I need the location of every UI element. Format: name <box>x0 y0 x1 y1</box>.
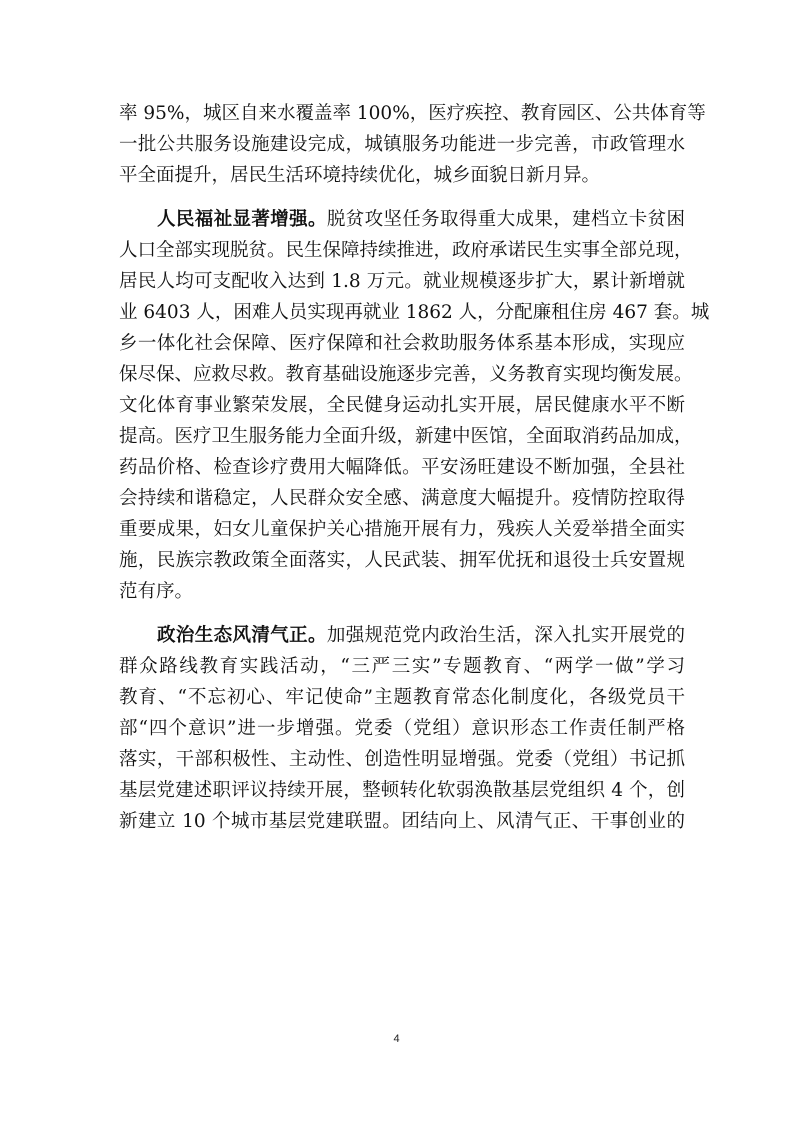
text-line: 居民人均可支配收入达到 1.8 万元。就业规模逐步扩大，累计新增就 <box>119 271 685 292</box>
paragraph-heading: 人民福祉显著增强。 <box>157 209 327 230</box>
text-line: 教育、“不忘初心、牢记使命”主题教育常态化制度化，各级党员干 <box>119 687 685 708</box>
paragraph-political-ecology <box>119 620 685 837</box>
text-line: 乡一体化社会保障、医疗保障和社会救助服务体系基本形成，实现应 <box>119 333 685 354</box>
text-line: 业 6403 人，困难人员实现再就业 1862 人，分配廉租住房 467 套。城 <box>119 302 710 323</box>
text-line: 提高。医疗卫生服务能力全面升级，新建中医馆，全面取消药品加成， <box>119 426 693 447</box>
text-line: 保尽保、应救尽救。教育基础设施逐步完善，义务教育实现均衡发展。 <box>119 364 693 385</box>
text-line: 率 95%，城区自来水覆盖率 100%，医疗疾控、教育园区、公共体育等 <box>119 103 706 124</box>
paragraph-public-services <box>119 98 706 191</box>
paragraph-people-welfare <box>119 204 710 607</box>
page-number: 4 <box>393 1033 400 1045</box>
text-line: 施，民族宗教政策全面落实，人民武装、拥军优抚和退役士兵安置规 <box>119 550 685 571</box>
text-line: 人口全部实现脱贫。民生保障持续推进，政府承诺民生实事全部兑现， <box>119 240 693 261</box>
text-run: 脱贫攻坚任务取得重大成果，建档立卡贫困 <box>326 209 685 230</box>
text-line: 群众路线教育实践活动，“三严三实”专题教育、“两学一做”学习 <box>119 656 685 677</box>
text-line: 新建立 10 个城市基层党建联盟。团结向上、风清气正、干事创业的 <box>119 811 685 832</box>
text-line: 平全面提升，居民生活环境持续优化，城乡面貌日新月异。 <box>119 165 601 186</box>
text-line: 一批公共服务设施建设完成，城镇服务功能进一步完善，市政管理水 <box>119 134 685 155</box>
text-line: 基层党建述职评议持续开展，整顿转化软弱涣散基层党组织 4 个，创 <box>119 780 685 801</box>
text-line: 落实，干部积极性、主动性、创造性明显增强。党委（党组）书记抓 <box>119 749 685 770</box>
document-body <box>119 98 710 837</box>
text-line: 药品价格、检查诊疗费用大幅降低。平安汤旺建设不断加强，全县社 <box>119 457 685 478</box>
text-run: 加强规范党内政治生活，深入扎实开展党的 <box>326 625 685 646</box>
text-line: 范有序。 <box>119 581 194 602</box>
text-line: 重要成果，妇女儿童保护关心措施开展有力，残疾人关爱举措全面实 <box>119 519 685 540</box>
text-line <box>119 620 685 651</box>
text-line: 文化体育事业繁荣发展，全民健身运动扎实开展，居民健康水平不断 <box>119 395 685 416</box>
text-line <box>119 204 685 235</box>
text-line: 部“四个意识”进一步增强。党委（党组）意识形态工作责任制严格 <box>119 718 685 739</box>
text-line: 会持续和谐稳定，人民群众安全感、满意度大幅提升。疫情防控取得 <box>119 488 685 509</box>
paragraph-heading: 政治生态风清气正。 <box>157 625 327 646</box>
